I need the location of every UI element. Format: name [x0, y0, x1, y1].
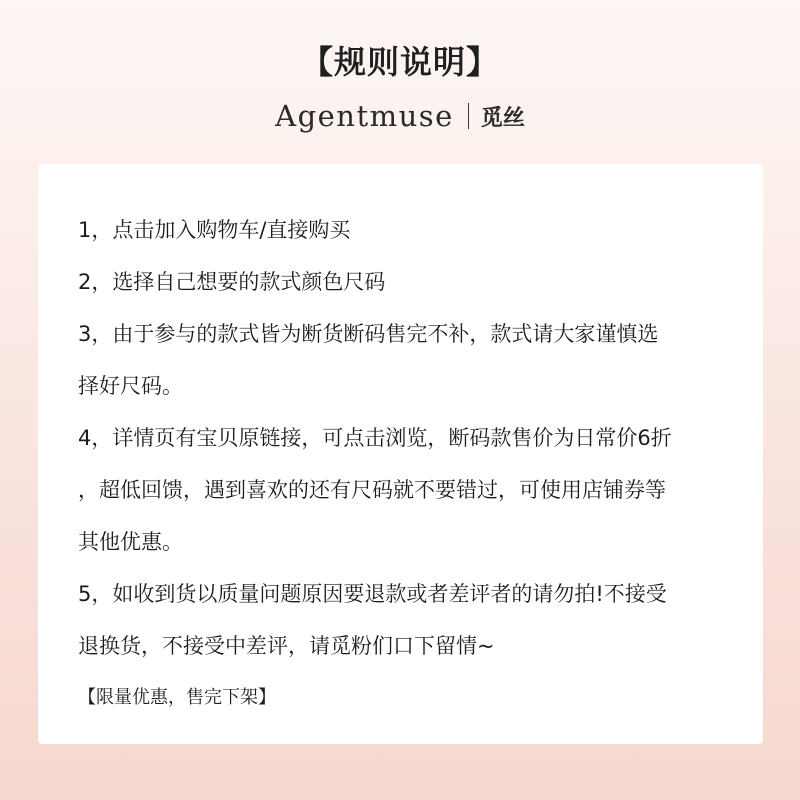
rule-line-1: 1，点击加入购物车/直接购买	[78, 218, 351, 242]
rule-line-4-continued: ，超低回馈，遇到喜欢的还有尺码就不要错过，可使用店铺券等	[78, 478, 666, 502]
brand-name: Agentmuse	[275, 99, 454, 133]
rule-line-5: 5，如收到货以质量问题原因要退款或者差评者的请勿拍!不接受	[78, 582, 667, 606]
limited-offer-note: 【限量优惠，售完下架】	[78, 687, 276, 708]
rule-line-2: 2，选择自己想要的款式颜色尺码	[78, 270, 386, 294]
rule-line-3: 3，由于参与的款式皆为断货断码售完不补，款式请大家谨慎选	[78, 322, 659, 346]
rule-line-3-continued: 择好尺码。	[78, 374, 183, 398]
brand-chinese-name: 觅丝	[480, 105, 525, 131]
rules-card	[38, 164, 763, 744]
brand-divider	[468, 103, 469, 129]
rule-line-5-continued: 退换货，不接受中差评，请觅粉们口下留情~	[78, 634, 495, 658]
rule-line-4-end: 其他优惠。	[78, 530, 183, 554]
page-title: 【规则说明】	[300, 43, 499, 81]
brand-logo	[0, 96, 800, 136]
rule-line-4: 4，详情页有宝贝原链接，可点击浏览，断码款售价为日常价6折	[78, 426, 672, 450]
